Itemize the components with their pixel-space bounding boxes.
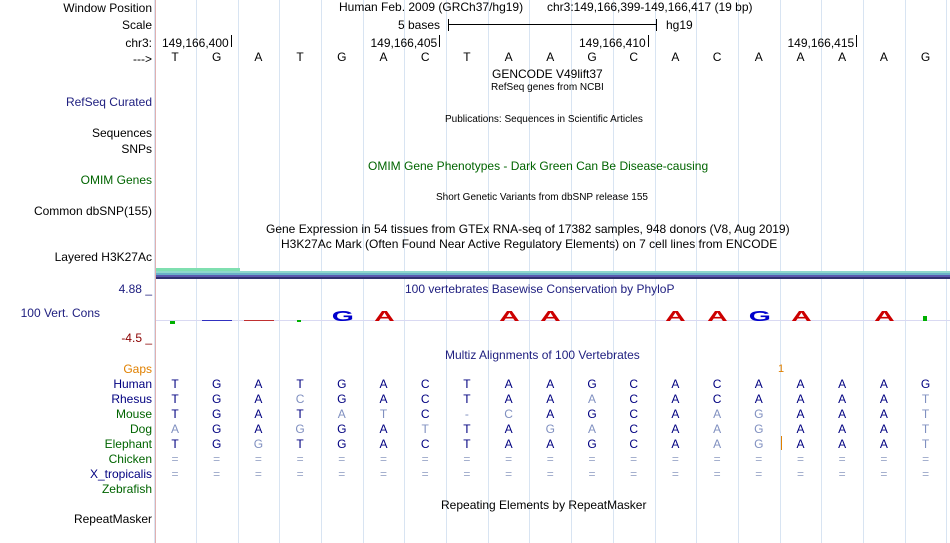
multiz-track-title: Multiz Alignments of 100 Vertebrates — [445, 348, 640, 362]
alignment-base: = — [755, 452, 763, 466]
reference-base: T — [296, 50, 304, 64]
alignment-base: A — [879, 437, 888, 451]
alignment-base: = — [630, 467, 638, 481]
gap-count-marker: 1 — [778, 363, 785, 375]
alignment-base: G — [920, 377, 931, 391]
alignment-base: = — [505, 452, 513, 466]
alignment-base: A — [671, 437, 680, 451]
refseq-curated-label[interactable]: RefSeq Curated — [65, 95, 152, 109]
alignment-base: A — [713, 437, 722, 451]
conservation-glyph: A — [874, 308, 895, 325]
reference-base: G — [920, 50, 931, 64]
alignment-base: C — [504, 407, 513, 421]
alignment-base: A — [796, 407, 805, 421]
repeatmasker-label[interactable]: RepeatMasker — [73, 512, 152, 526]
alignment-base: A — [838, 377, 847, 391]
common-dbsnp-label[interactable]: Common dbSNP(155) — [33, 204, 152, 218]
omim-track-title: OMIM Gene Phenotypes - Dark Green Can Be Disease-causing — [368, 159, 709, 173]
phylop-min-label: -4.5 _ — [121, 331, 152, 345]
alignment-base: = — [713, 452, 721, 466]
alignment-base: = — [838, 467, 846, 481]
alignment-base: A — [838, 392, 847, 406]
alignment-base: = — [922, 467, 930, 481]
alignment-base: = — [838, 452, 846, 466]
alignment-base: A — [587, 422, 596, 436]
alignment-base: T — [463, 377, 471, 391]
alignment-base: G — [754, 437, 764, 451]
alignment-base: T — [296, 437, 304, 451]
h3k27ac-track-title: H3K27Ac Mark (Often Found Near Active Regulatory Elements) on 7 cell lines from ENCODE — [281, 237, 778, 251]
phylop-small-bar — [923, 316, 927, 321]
coordinate-label: 149,166,405 — [370, 36, 438, 50]
alignment-base: = — [796, 452, 804, 466]
coordinate-label: 149,166,410 — [578, 36, 646, 50]
alignment-base: A — [337, 407, 346, 421]
reference-base: A — [796, 50, 805, 64]
alignment-base: A — [546, 392, 555, 406]
strand-label[interactable]: ---> — [133, 52, 152, 66]
alignment-base: = — [755, 467, 763, 481]
alignment-base: = — [671, 452, 679, 466]
scale-bar-right-tick — [656, 19, 657, 31]
alignment-base: A — [379, 422, 388, 436]
alignment-base: = — [171, 452, 179, 466]
phylop-small-bar — [244, 320, 274, 321]
alignment-base: T — [421, 422, 429, 436]
alignment-base: G — [295, 422, 305, 436]
alignment-base: G — [212, 422, 222, 436]
alignment-base: A — [504, 377, 513, 391]
alignment-base: G — [545, 422, 555, 436]
alignment-base: G — [212, 407, 222, 421]
reference-base: C — [420, 50, 430, 64]
reference-base: A — [671, 50, 680, 64]
gaps-label[interactable]: Gaps — [123, 362, 152, 376]
alignment-base: C — [295, 392, 305, 406]
alignment-base: A — [504, 422, 513, 436]
alignment-base: = — [213, 452, 221, 466]
species-label[interactable]: Chicken — [108, 452, 152, 466]
alignment-base: G — [212, 437, 222, 451]
alignment-base: T — [921, 407, 930, 421]
scale-bar-left-tick — [448, 19, 449, 31]
alignment-base: A — [379, 437, 388, 451]
elephant-gap-marker — [781, 436, 782, 450]
phylop-small-bar — [297, 320, 301, 322]
reference-base: T — [171, 50, 179, 64]
alignment-base: A — [254, 392, 263, 406]
alignment-base: T — [171, 407, 179, 421]
alignment-base: C — [629, 392, 639, 406]
alignment-base: A — [713, 422, 722, 436]
alignment-base: G — [587, 437, 597, 451]
phylop-small-bar — [170, 321, 175, 324]
alignment-base: G — [587, 407, 597, 421]
repeatmasker-track-title: Repeating Elements by RepeatMasker — [441, 498, 647, 512]
alignment-base: = — [254, 467, 262, 481]
conservation-glyph: G — [331, 308, 354, 325]
alignment-base: T — [463, 392, 471, 406]
species-label[interactable]: Rhesus — [111, 392, 152, 406]
alignment-base: A — [796, 422, 805, 436]
alignment-base: = — [421, 467, 429, 481]
alignment-base: = — [588, 452, 596, 466]
dbsnp-track-title: Short Genetic Variants from dbSNP release 155 — [436, 192, 648, 203]
alignment-base: = — [588, 467, 596, 481]
alignment-base: T — [921, 422, 930, 436]
alignment-base: C — [629, 407, 639, 421]
vert-cons-label[interactable]: 100 Vert. Cons — [20, 306, 100, 320]
alignment-base: = — [922, 452, 930, 466]
conservation-glyph: A — [540, 308, 562, 325]
reference-base: A — [838, 50, 847, 64]
conservation-glyph: A — [665, 308, 687, 325]
reference-base: T — [463, 50, 471, 64]
reference-base: A — [379, 50, 388, 64]
alignment-base: G — [337, 392, 347, 406]
alignment-base: A — [671, 392, 680, 406]
species-label[interactable]: Human — [113, 377, 152, 391]
alignment-base: A — [546, 377, 555, 391]
alignment-base: G — [337, 437, 347, 451]
alignment-base: A — [254, 377, 263, 391]
h3k27ac-signal — [156, 268, 950, 280]
alignment-base: T — [171, 392, 179, 406]
conservation-glyph: G — [748, 308, 771, 325]
alignment-base: C — [420, 377, 430, 391]
species-label[interactable]: Elephant — [104, 437, 152, 451]
alignment-base: = — [713, 467, 721, 481]
alignment-base: = — [463, 467, 471, 481]
conservation-glyph: A — [373, 308, 395, 325]
alignment-base: A — [504, 392, 513, 406]
reference-base: A — [254, 50, 263, 64]
coordinate-tick — [439, 35, 440, 47]
phylop-max-label: 4.88 _ — [118, 282, 152, 296]
gencode-track-title: GENCODE V49lift37 — [492, 67, 603, 81]
track-area[interactable] — [156, 0, 950, 543]
alignment-base: G — [212, 392, 222, 406]
refseq-track-desc: RefSeq genes from NCBI — [491, 82, 604, 93]
species-label[interactable]: Mouse — [115, 407, 152, 421]
alignment-base: = — [379, 467, 387, 481]
alignment-base: A — [254, 407, 263, 421]
alignment-base: = — [421, 452, 429, 466]
alignment-base: C — [420, 437, 430, 451]
alignment-base: = — [254, 452, 262, 466]
alignment-base: T — [921, 392, 930, 406]
coordinate-tick — [648, 35, 649, 47]
alignment-base: A — [671, 422, 680, 436]
scale-label: Scale — [121, 18, 152, 32]
reference-base: C — [712, 50, 722, 64]
alignment-base: = — [296, 467, 304, 481]
phylop-track-title: 100 vertebrates Basewise Conservation by PhyloP — [405, 282, 675, 296]
reference-base: A — [879, 50, 888, 64]
layered-h3k27ac-label[interactable]: Layered H3K27Ac — [54, 250, 152, 264]
coordinate-tick — [231, 35, 232, 47]
alignment-base: A — [838, 437, 847, 451]
alignment-base: A — [504, 437, 513, 451]
coordinate-label: 149,166,415 — [787, 36, 855, 50]
alignment-base: = — [338, 452, 346, 466]
alignment-base: A — [379, 377, 388, 391]
base-gridline — [154, 0, 155, 543]
reference-base: G — [337, 50, 347, 64]
gtex-track-title: Gene Expression in 54 tissues from GTEx RNA-seq of 17382 samples, 948 donors (V8, Aug 2019) — [266, 222, 790, 236]
alignment-base: T — [463, 437, 471, 451]
track-label-column — [0, 0, 155, 543]
alignment-base: A — [838, 422, 847, 436]
alignment-base: = — [880, 452, 888, 466]
alignment-base: A — [879, 392, 888, 406]
alignment-base: A — [754, 377, 763, 391]
reference-base: A — [546, 50, 555, 64]
alignment-base: = — [379, 452, 387, 466]
alignment-base: C — [629, 377, 639, 391]
assembly-title: Human Feb. 2009 (GRCh37/hg19) — [339, 0, 524, 14]
alignment-base: G — [337, 377, 347, 391]
alignment-base: A — [796, 437, 805, 451]
alignment-base: A — [796, 377, 805, 391]
alignment-base: G — [754, 422, 764, 436]
alignment-base: C — [629, 422, 639, 436]
reference-base: G — [212, 50, 222, 64]
conservation-glyph: A — [498, 308, 520, 325]
coordinate-tick — [856, 35, 857, 47]
alignment-base: = — [880, 467, 888, 481]
species-label[interactable]: Zebrafish — [101, 482, 152, 496]
alignment-base: C — [420, 392, 430, 406]
alignment-base: A — [879, 407, 888, 421]
alignment-base: T — [171, 437, 179, 451]
alignment-base: T — [296, 377, 304, 391]
alignment-base: = — [671, 467, 679, 481]
alignment-base: = — [213, 467, 221, 481]
alignment-base: A — [754, 392, 763, 406]
alignment-base: G — [754, 407, 764, 421]
reference-base: G — [587, 50, 597, 64]
alignment-base: T — [296, 407, 304, 421]
alignment-base: C — [420, 407, 430, 421]
alignment-base: A — [879, 422, 888, 436]
alignment-base: A — [879, 377, 888, 391]
alignment-base: A — [587, 392, 596, 406]
alignment-base: - — [464, 407, 469, 421]
alignment-base: G — [337, 422, 347, 436]
scale-bases-text: 5 bases — [398, 18, 441, 32]
species-label[interactable]: X_tropicalis — [89, 467, 152, 481]
alignment-base: A — [713, 407, 722, 421]
publications-track-title: Publications: Sequences in Scientific Articles — [445, 114, 643, 125]
alignment-base: = — [546, 452, 554, 466]
species-label[interactable]: Dog — [129, 422, 152, 436]
alignment-base: A — [254, 422, 263, 436]
reference-base: A — [504, 50, 513, 64]
position-title: chr3:149,166,399-149,166,417 (19 bp) — [547, 0, 753, 14]
alignment-base: = — [546, 467, 554, 481]
alignment-base: = — [296, 452, 304, 466]
scale-db-text: hg19 — [666, 18, 693, 32]
alignment-base: C — [712, 392, 722, 406]
coordinate-label: 149,166,400 — [161, 36, 229, 50]
alignment-base: A — [379, 392, 388, 406]
alignment-base: A — [170, 422, 179, 436]
window-position-label: Window Position — [63, 1, 152, 15]
alignment-base: = — [463, 452, 471, 466]
alignment-base: C — [629, 437, 639, 451]
omim-genes-label[interactable]: OMIM Genes — [80, 173, 152, 187]
alignment-base: = — [338, 467, 346, 481]
alignment-base: = — [505, 467, 513, 481]
scale-bar — [448, 24, 656, 25]
alignment-base: A — [546, 437, 555, 451]
chrom-label: chr3: — [125, 36, 152, 50]
alignment-base: = — [796, 467, 804, 481]
alignment-base: A — [671, 407, 680, 421]
reference-base: A — [754, 50, 763, 64]
sequences-label[interactable]: Sequences — [91, 126, 152, 140]
alignment-base: G — [253, 437, 264, 451]
alignment-base: = — [630, 452, 638, 466]
alignment-base: A — [796, 392, 805, 406]
alignment-base: T — [171, 377, 179, 391]
phylop-small-bar — [202, 320, 232, 321]
alignment-base: T — [463, 422, 471, 436]
snps-label[interactable]: SNPs — [121, 142, 152, 156]
conservation-glyph: A — [790, 308, 812, 325]
alignment-base: G — [212, 377, 222, 391]
alignment-base: C — [712, 377, 722, 391]
alignment-base: A — [546, 407, 555, 421]
conservation-glyph: A — [707, 308, 728, 325]
alignment-base: T — [379, 407, 388, 421]
alignment-base: T — [921, 437, 930, 451]
alignment-base: A — [671, 377, 680, 391]
alignment-base: = — [171, 467, 179, 481]
reference-base: C — [629, 50, 639, 64]
alignment-base: A — [838, 407, 847, 421]
alignment-base: G — [587, 377, 597, 391]
